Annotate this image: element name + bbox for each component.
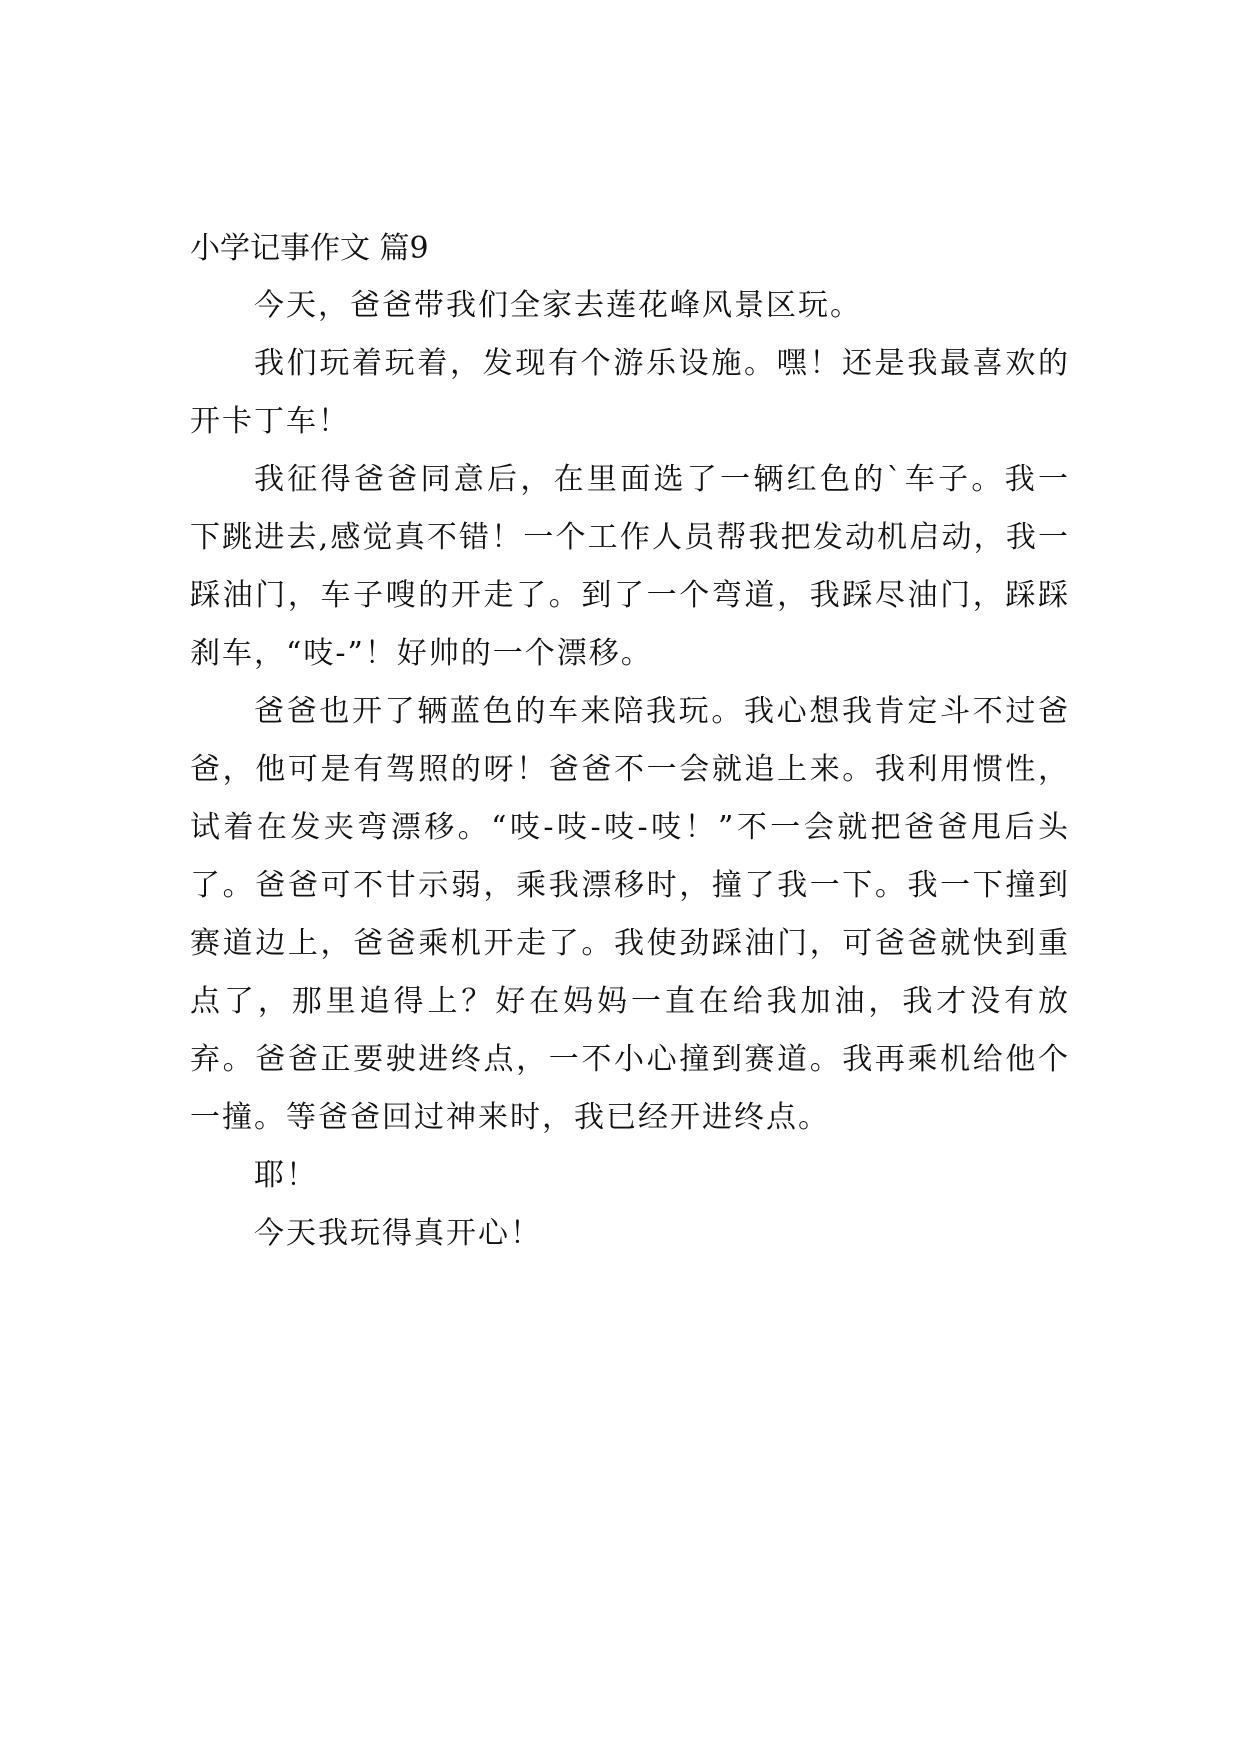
paragraph-1: 今天，爸爸带我们全家去莲花峰风景区玩。 xyxy=(254,288,862,323)
document-body xyxy=(190,221,1070,1263)
document-title: 小学记事作文 篇9 xyxy=(190,231,429,266)
paragraph-6: 今天我玩得真开心！ xyxy=(254,1216,542,1251)
paragraph-5: 耶！ xyxy=(254,1158,318,1193)
paragraph-4: 爸爸也开了辆蓝色的车来陪我玩。我心想我肯定斗不过爸爸，他可是有驾照的呀！爸爸不一会就追上来。我利用惯性，试着在发夹弯漂移。“吱-吱-吱-吱！”不一会就把爸爸甩后头了。爸爸可不甘示弱，乘我漂移时，撞了我一下。我一下撞到赛道边上，爸爸乘机开走了。我使劲踩油门，可爸爸就快到重点了，那里追得上？好在妈妈一直在给我加油，我才没有放弃。爸爸正要驶进终点，一不小心撞到赛道。我再乘机给他个一撞。等爸爸回过神来时，我已经开进终点。 xyxy=(190,694,1070,1135)
paragraph-2: 我们玩着玩着，发现有个游乐设施。嘿！还是我最喜欢的开卡丁车！ xyxy=(190,346,1070,439)
paragraph-3: 我征得爸爸同意后，在里面选了一辆红色的`车子。我一下跳进去,感觉真不错！一个工作人员帮我把发动机启动，我一踩油门，车子嗖的开走了。到了一个弯道，我踩尽油门，踩踩刹车，“吱-”！好帅的一个漂移。 xyxy=(190,462,1070,671)
